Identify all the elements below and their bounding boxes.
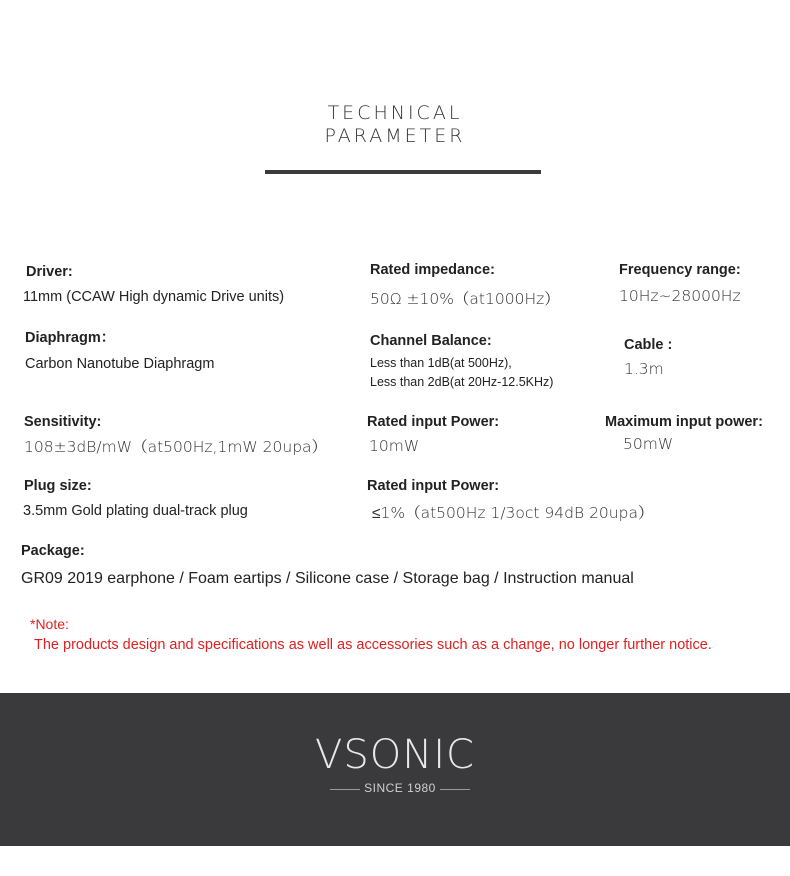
channel-balance-value-1: Less than 1dB(at 500Hz), xyxy=(370,356,512,370)
title-divider xyxy=(265,170,541,174)
plug-size-label: Plug size: xyxy=(24,478,92,494)
frequency-label: Frequency range: xyxy=(619,262,741,278)
cable-label: Cable : xyxy=(624,337,673,353)
sensitivity-label: Sensitivity: xyxy=(24,414,102,430)
rated-input-power-2-label: Rated input Power: xyxy=(367,478,500,494)
package-value: GR09 2019 earphone / Foam eartips / Silicone case / Storage bag / Instruction manual xyxy=(21,570,634,587)
cable-value: 1.3m xyxy=(624,360,664,378)
brand-logo: VSONIC xyxy=(315,732,475,778)
note-text: The products design and specifications as well as accessories such as a change, no longer further notice. xyxy=(34,637,712,653)
diaphragm-value: Carbon Nanotube Diaphragm xyxy=(25,356,215,372)
max-input-power-label: Maximum input power: xyxy=(605,414,763,430)
brand-footer xyxy=(0,693,790,846)
rated-input-power-2-value: ≤1%（at500Hz 1/3oct 94dB 20upa） xyxy=(372,504,654,522)
impedance-label: Rated impedance: xyxy=(370,262,495,278)
plug-size-value: 3.5mm Gold plating dual-track plug xyxy=(23,503,248,519)
page-title-line-1: TECHNICAL xyxy=(327,102,463,124)
channel-balance-value-2: Less than 2dB(at 20Hz-12.5KHz) xyxy=(370,375,554,389)
tagline-rule-right xyxy=(440,789,470,790)
frequency-value: 10Hz~28000Hz xyxy=(619,287,741,305)
since-text: SINCE 1980 xyxy=(364,781,436,795)
note-label: *Note: xyxy=(30,616,69,632)
channel-balance-label: Channel Balance: xyxy=(370,333,492,349)
package-label: Package: xyxy=(21,543,85,559)
rated-input-power-value: 10mW xyxy=(369,437,420,455)
driver-value: 11mm (CCAW High dynamic Drive units) xyxy=(23,289,285,305)
driver-label: Driver: xyxy=(26,264,73,280)
sensitivity-value: 108±3dB/mW（at500Hz,1mW 20upa） xyxy=(24,438,328,456)
max-input-power-value: 50mW xyxy=(623,435,674,453)
impedance-value: 50Ω ±10%（at1000Hz） xyxy=(370,290,560,308)
rated-input-power-label: Rated input Power: xyxy=(367,414,500,430)
brand-tagline xyxy=(330,781,470,797)
page-title-line-2: PARAMETER xyxy=(324,125,466,147)
diaphragm-label: Diaphragm： xyxy=(25,330,116,346)
